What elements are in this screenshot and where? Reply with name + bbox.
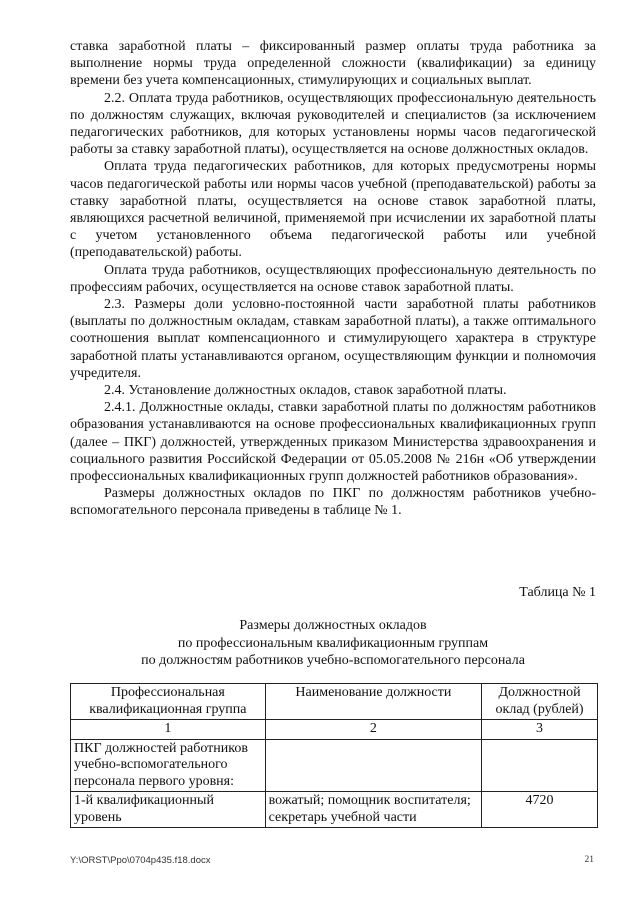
table-header-cell: Должностной оклад (рублей) xyxy=(482,684,598,720)
table-header-cell: Профессиональная квалификационная группа xyxy=(71,684,266,720)
salary-cell xyxy=(482,739,598,792)
salary-table xyxy=(70,683,598,828)
footer-page-number: 21 xyxy=(584,855,594,865)
paragraph: Размеры должностных окладов по ПКГ по должностям работников учебно-вспомогательного персонала приведены в таблице № 1. xyxy=(70,486,596,519)
position-cell: вожатый; помощник воспитателя; секретарь учебной части xyxy=(265,792,481,828)
paragraph: 2.4.1. Должностные оклады, ставки заработной платы по должностям работников образования устанавливаются на основе профессиональных квалификационных групп (далее – ПКГ) должностей, утвержденных приказом Министерства здравоохранения и социального развития Российской Федерации от 05.05.2008 № 216н «Об утверждении профессиональных квалификационных групп должностей работников образования». xyxy=(70,400,596,485)
paragraph: Оплата труда работников, осуществляющих профессиональную деятельность по профессиям рабочих, осуществляется на основе ставок заработной платы. xyxy=(70,262,596,295)
body-text xyxy=(70,38,596,520)
table-row xyxy=(71,792,598,828)
table-title-line: по профессиональным квалификационным группам xyxy=(177,635,489,651)
column-number: 3 xyxy=(482,720,598,740)
table-title xyxy=(70,617,596,670)
footer-file-path: Y:\ORST\Ppo\0704p435.f18.docx xyxy=(70,855,211,866)
column-number: 1 xyxy=(71,720,266,740)
group-cell: ПКГ должностей работников учебно-вспомогательного персонала первого уровня: xyxy=(71,739,266,792)
paragraph: Оплата труда педагогических работников, для которых предусмотрены нормы часов педагогической работы или нормы часов учебной (преподавательской) работы за ставку заработной платы, осуществляется на основе ставок заработной платы, являющихся расчетной величиной, применяемой при исчислении их заработной платы с учетом установленного объема педагогической работы или учебной (преподавательской) работы. xyxy=(70,159,596,261)
table-header-row xyxy=(71,684,598,720)
paragraph: 2.3. Размеры доли условно-постоянной части заработной платы работников (выплаты по должностным окладам, ставкам заработной платы), а также оптимального соотношения выплат компенсационного и стимулирующего характера в структуре заработной платы устанавливаются органом, осуществляющим функции и полномочия учредителя. xyxy=(70,297,596,381)
table-number-row xyxy=(71,720,598,740)
table-row xyxy=(71,739,598,792)
salary-cell: 4720 xyxy=(482,792,598,828)
paragraph: 2.4. Установление должностных окладов, ставок заработной платы. xyxy=(104,383,507,399)
group-cell: 1-й квалификационный уровень xyxy=(71,792,266,828)
table-caption: Таблица № 1 xyxy=(519,585,596,600)
table-title-line: Размеры должностных окладов xyxy=(239,618,427,633)
position-cell xyxy=(265,739,481,792)
table-header-cell: Наименование должности xyxy=(265,684,481,720)
paragraph: 2.2. Оплата труда работников, осуществляющих профессиональную деятельность по должностям служащих, включая руководителей и специалистов (за исключением педагогических работников, для которых установлены нормы часов педагогической работы за ставку заработной платы), осуществляется на основе должностных окладов. xyxy=(70,90,596,158)
column-number: 2 xyxy=(265,720,481,740)
paragraph: ставка заработной платы – фиксированный размер оплаты труда работника за выполнение нормы труда определенной сложности (квалификации) за единицу времени без учета компенсационных, стимулирующих и социальных выплат. xyxy=(70,39,596,89)
table-title-line: по должностям работников учебно-вспомогательного персонала xyxy=(141,653,525,669)
